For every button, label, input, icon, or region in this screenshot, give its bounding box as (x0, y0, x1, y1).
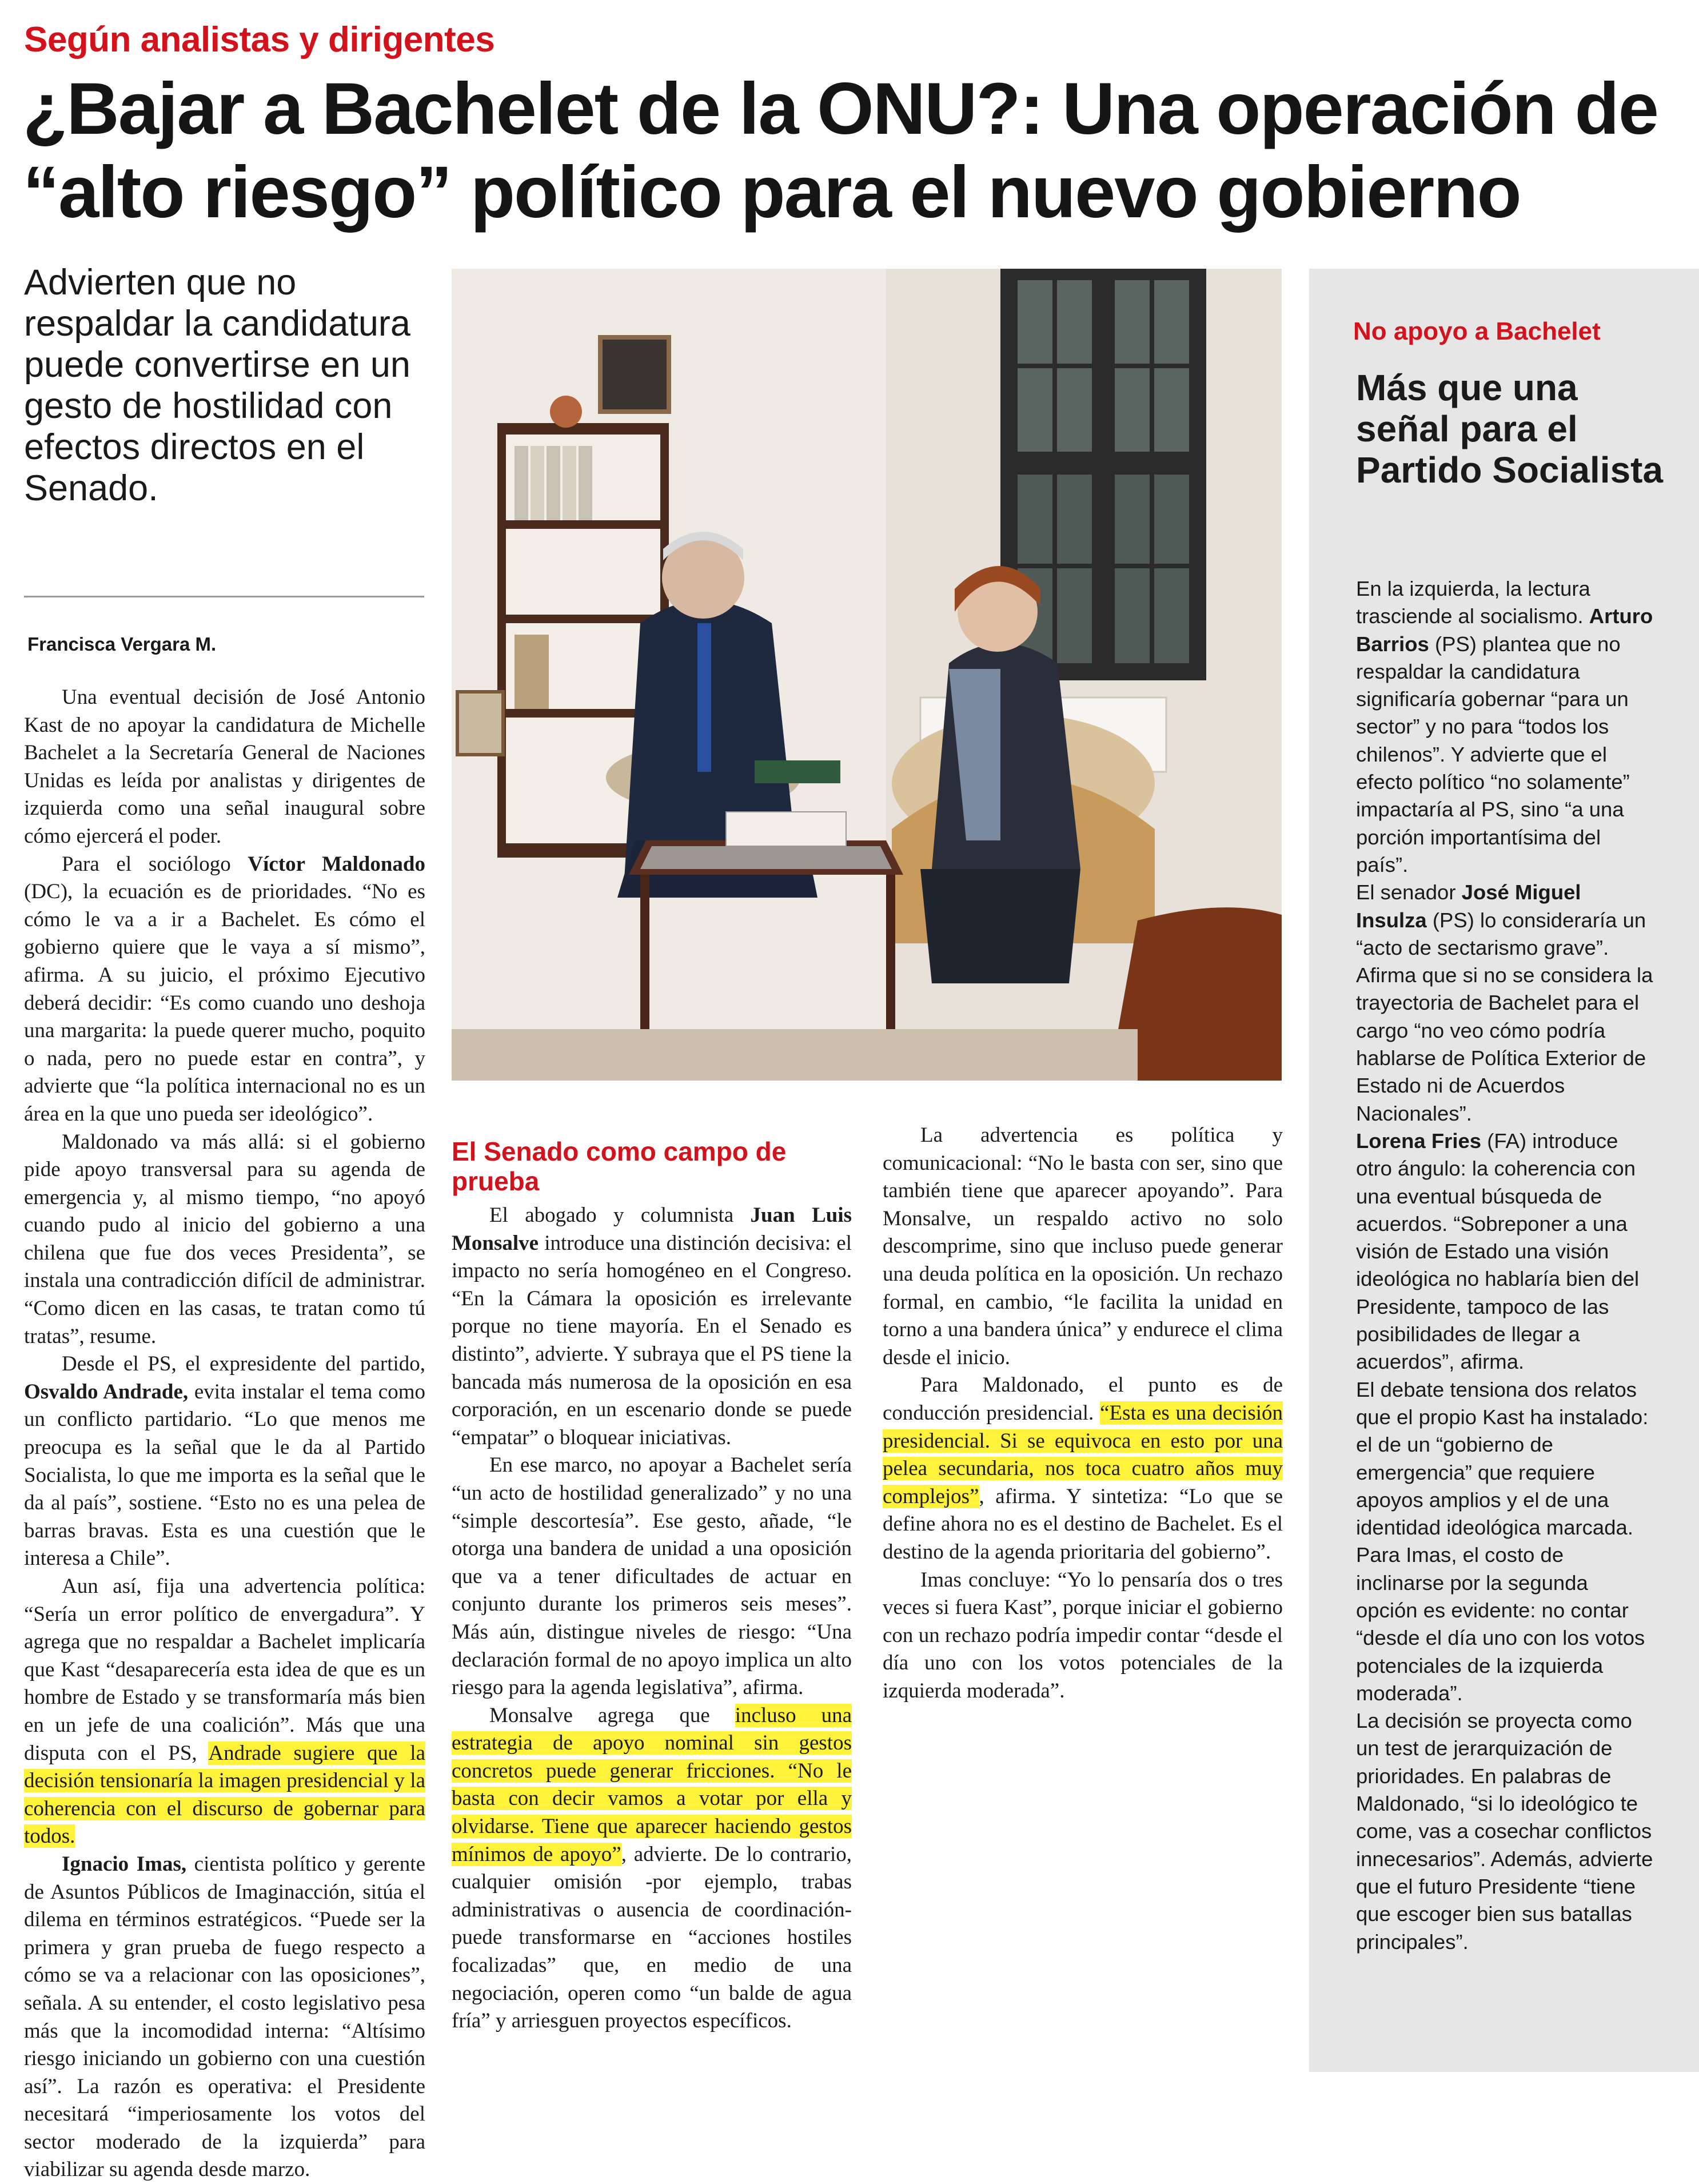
source-name: Lorena Fries (1356, 1129, 1482, 1153)
source-name: Osvaldo Andrade, (24, 1380, 189, 1404)
paragraph: La advertencia es política y comunicacional: “No le basta con ser, sino que también tiene que aparecer apoyando”. Para Monsalve, un respaldo activo no solo descomprime, sino que incluso puede generar una deuda política en la oposición. Un rechazo formal, en cambio, “le facilita la unidad en torno a una bandera única” y endurece el clima desde el inicio. (883, 1123, 1283, 1369)
paragraph (24, 851, 425, 1129)
article-kicker: Según analistas y dirigentes (24, 20, 495, 59)
text-run: Monsalve agrega que (489, 1703, 735, 1727)
text-run: , advierte. De lo contrario, cualquier omisión -por ejemplo, trabas administrativas o ausencia de coordinación- puede transformarse en “acciones hostiles focalizadas” que, en medio de una negociación, operen como “un balde de agua fría” y arriesguen proyectos específicos. (452, 1842, 852, 2033)
text-run: (PS) lo consideraría un “acto de sectarismo grave”. Afirma que si no se considera la trayectoria de Bachelet para el cargo “no veo cómo podría hablarse de Política Exterior de Estado ni de Acuerdos Nacionales”. (1356, 908, 1653, 1125)
paragraph: En ese marco, no apoyar a Bachelet sería “un acto de hostilidad generalizado” y no una “simple descortesía”. Ese gesto, añade, “le otorga una bandera de unidad a una oposición que va a tener dificultades de actuar en conjunto durante los primeros seis meses”. Más aún, distingue niveles de riesgo: “Una declaración formal de no apoyo implica un alto riesgo para la agenda legislativa”, afirma. (452, 1453, 852, 1700)
article-deck: Advierten que no respaldar la candidatura puede convertirse en un gesto de hostilidad con efectos directos en el Senado. (24, 262, 410, 508)
article-column-1 (24, 684, 425, 2184)
section-subhead: El Senado como campo de prueba (452, 1137, 787, 1196)
text-run: cientista político y gerente de Asuntos Públicos de Imaginacción, sitúa el dilema en términos estratégicos. “Puede ser la primera y gran prueba de fuego respecto a cómo se va a relacionar con las oposiciones”, señala. A su entender, el costo legislativo pesa más que la incomodidad interna: “Altísimo riesgo iniciando un gobierno con una cuestión así”. La razón es operativa: el Presidente necesitará “imperiosamente los votos del sector moderado de la izquierda” para viabilizar su agenda desde marzo. (24, 1852, 425, 2182)
sidebar-paragraph: El debate tensiona dos relatos que el propio Kast ha instalado: el de un “gobierno de emergencia” que requiere apoyos amplios y el de una identidad ideológica marcada. Para Imas, el costo de inclinarse por la segunda opción es evidente: no contar “desde el día uno con los votos potenciales de la izquierda moderada”. (1356, 1377, 1649, 1705)
sidebar-paragraph (1356, 879, 1653, 1127)
sidebar-title: Más que una señal para el Partido Socialista (1356, 367, 1664, 491)
paragraph: Maldonado va más allá: si el gobierno pide apoyo transversal para su agenda de emergencia y, al mismo tiempo, “no apoyó cuando pudo al inicio del gobierno a una chilena que fue dos veces Presidenta”, se instala una contradicción difícil de administrar. “Como dicen en las casas, te tratan como tú tratas”, resume. (24, 1130, 425, 1348)
highlighted-quote: Andrade sugiere que la decisión tensionaría la imagen presidencial y la coherencia con el discurso de gobernar para todos. (24, 1741, 426, 1848)
text-run: (FA) introduce otro ángulo: la coherencia con una eventual búsqueda de acuerdos. “Sobreponer a una visión de Estado una visión ideológica no hablaría bien del Presidente, tampoco de las posibilidades de llegar a acuerdos”, afirma. (1356, 1129, 1640, 1374)
paragraph (452, 1202, 852, 1452)
article-headline: ¿Bajar a Bachelet de la ONU?: Una operación de “alto riesgo” político para el nuevo gobierno (23, 68, 1658, 233)
paragraph (452, 1702, 852, 2035)
article-column-2 (452, 1122, 852, 2035)
text-run: Para Maldonado, el punto es de conducción presidencial. (883, 1373, 1283, 1425)
paragraph (24, 1851, 425, 2184)
source-name: Víctor Maldonado (248, 852, 426, 876)
text-run: El abogado y columnista (489, 1203, 751, 1227)
sidebar-paragraph (1356, 1127, 1653, 1376)
article-photo (452, 269, 1282, 1081)
paragraph: Imas concluye: “Yo lo pensaría dos o tres veces si fuera Kast”, porque iniciar el gobierno con un rechazo podría impedir contar “desde el día uno con los votos potenciales de la izquierda moderada”. (883, 1568, 1283, 1703)
source-name: Juan Luis Monsalve (452, 1203, 852, 1255)
deck-divider (24, 596, 424, 597)
sidebar-kicker: No apoyo a Bachelet (1353, 317, 1601, 345)
paragraph (883, 1372, 1283, 1566)
highlighted-quote: “Esta es una decisión presidencial. Si se equivoca en esto por una pelea secundaria, nos toca cuatro años muy complejos” (883, 1401, 1283, 1508)
text-run: , afirma. Y sintetiza: “Lo que se define ahora no es el destino de Bachelet. Es el destino de la agenda prioritaria del gobierno”. (883, 1484, 1283, 1564)
sidebar-body (1356, 575, 1653, 1956)
source-name: José Miguel Insulza (1356, 880, 1581, 932)
text-run: (PS) plantea que no respaldar la candidatura significaría gobernar “para un sector” y no para “todos los chilenos”. Y advierte que el efecto político “no solamente” impactaría al PS, sino “a una porción importantísima del país”. (1356, 632, 1630, 876)
text-run: (DC), la ecuación es de prioridades. “No es cómo le va a ir a Bachelet. Es cómo el gobierno quiere que le vaya a sí mismo”, afirma. A su juicio, el próximo Ejecutivo deberá decidir: “Es como cuando uno deshoja una margarita: la puede querer mucho, poquito o nada, pero no puede estar en contra”, y advierte que “la política internacional no es un área en la que uno pueda ser ideológico”. (24, 880, 425, 1126)
paragraph (24, 1573, 425, 1851)
text-run: introduce una distinción decisiva: el impacto no sería homogéneo en el Congreso. “En la Cámara la oposición es irrelevante porque no tiene mayoría. En el Senado es distinto”, advierte. Y subraya que el PS tiene la bancada más numerosa de la oposición en esa corporación, en un escenario donde se puede “empatar” o bloquear iniciativas. (452, 1231, 852, 1449)
sidebar-paragraph (1356, 575, 1653, 879)
paragraph (24, 1350, 425, 1573)
text-run: En la izquierda, la lectura trasciende al socialismo. (1356, 577, 1590, 628)
article-column-3 (883, 1122, 1283, 1705)
text-run: Desde el PS, el expresidente del partido, (62, 1352, 425, 1376)
text-run: El senador (1356, 880, 1462, 904)
byline: Francisca Vergara M. (27, 633, 217, 655)
highlighted-quote: incluso una estrategia de apoyo nominal sin gestos concretos puede generar fricciones. “No le basta con decir vamos a votar por ella y olvidarse. Tiene que aparecer haciendo gestos mínimos de apoyo” (452, 1703, 852, 1866)
source-name: Arturo Barrios (1356, 604, 1653, 656)
text-run: evita instalar el tema como un conflicto partidario. “Lo que menos me preocupa es la señal que le da al Partido Socialista, lo que me importa es la señal que le da al país”, sostiene. “Esto no es una pelea de barras bravas. Esta es una cuestión que le interesa a Chile”. (24, 1380, 425, 1571)
text-run: Aun así, fija una advertencia política: “Sería un error político de envergadura”. Y agrega que no respaldar a Bachelet implicaría que Kast “desaparecería esta idea de que es un hombre de Estado y se transformaría más bien en un jefe de una coalición”. Más que una disputa con el PS, (24, 1575, 425, 1765)
sidebar-paragraph: La decisión se proyecta como un test de jerarquización de prioridades. En palabras de Maldonado, “si lo ideológico te come, vas a cosechar conflictos innecesarios”. Además, advierte que el futuro Presidente “tiene que escoger bien sus batallas principales”. (1356, 1709, 1653, 1954)
paragraph: Una eventual decisión de José Antonio Kast de no apoyar la candidatura de Michelle Bachelet a la Secretaría General de Naciones Unidas es leída por analistas y dirigentes de izquierda como una señal inaugural sobre cómo ejercerá el poder. (24, 686, 425, 848)
text-run: Para el sociólogo (62, 852, 248, 876)
photo-illustration (452, 269, 1282, 1081)
source-name: Ignacio Imas, (62, 1852, 187, 1876)
